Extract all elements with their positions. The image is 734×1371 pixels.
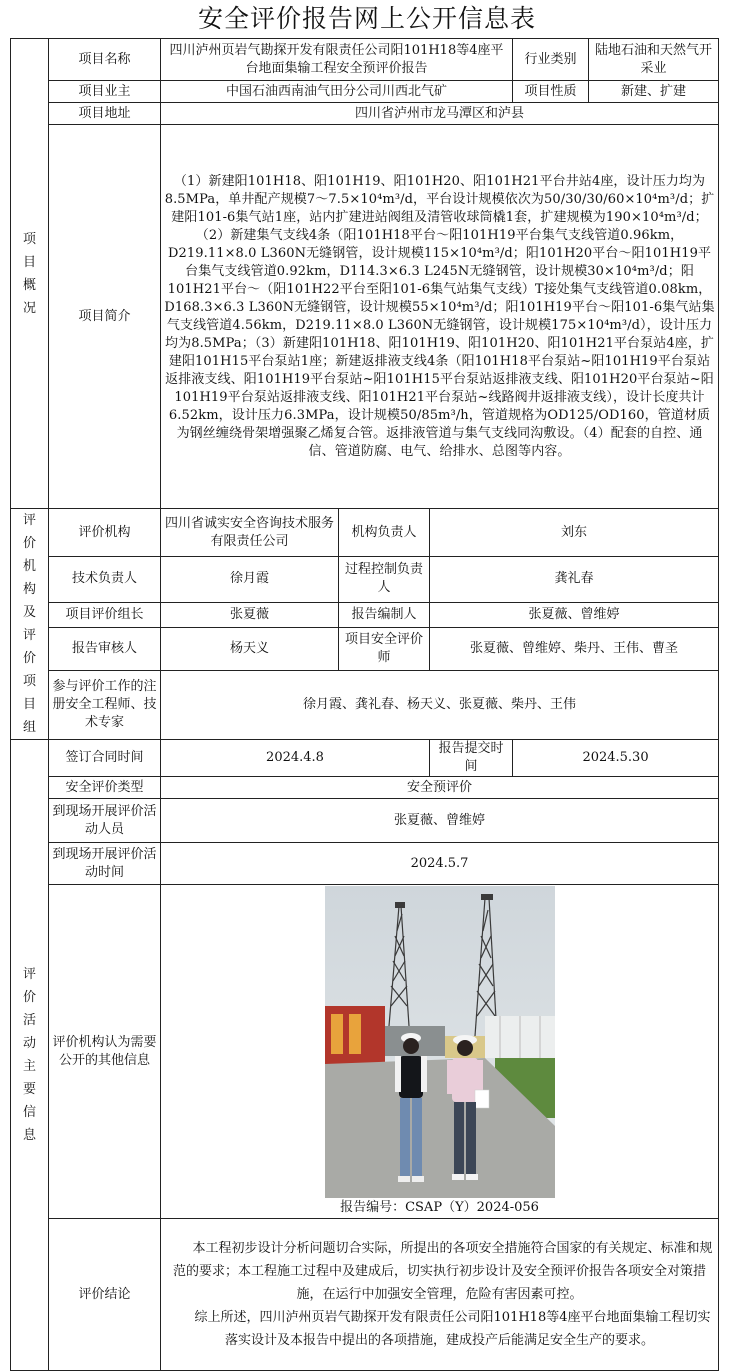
agency-value: 四川省诚实安全咨询技术服务有限责任公司 (161, 509, 339, 557)
submit-time-value: 2024.5.30 (513, 740, 719, 777)
other-info-cell (161, 885, 719, 1219)
tech-value: 徐月霞 (161, 557, 339, 603)
type-label: 安全评价类型 (49, 777, 161, 799)
address-label: 项目地址 (49, 103, 161, 125)
contract-time-value: 2024.4.8 (161, 740, 430, 777)
project-name-label: 项目名称 (49, 39, 161, 81)
info-table (10, 38, 719, 1371)
contract-time-label: 签订合同时间 (49, 740, 161, 777)
industry-label: 行业类别 (513, 39, 589, 81)
agency-label: 评价机构 (49, 509, 161, 557)
evaluators-label: 项目安全评价师 (339, 627, 430, 670)
leader-label: 项目评价组长 (49, 602, 161, 627)
conclusion-label: 评价结论 (49, 1219, 161, 1371)
site-people-value: 张夏薇、曾维婷 (161, 799, 719, 843)
experts-value: 徐月霞、龚礼春、杨天义、张夏薇、柴丹、王伟 (161, 671, 719, 740)
project-name-value: 四川泸州页岩气勘探开发有限责任公司阳101H18等4座平台地面集输工程安全预评价报告 (161, 39, 513, 81)
tech-label: 技术负责人 (49, 557, 161, 603)
owner-value: 中国石油西南油气田分公司川西北气矿 (161, 81, 513, 103)
other-info-label: 评价机构认为需要公开的其他信息 (49, 885, 161, 1219)
address-value: 四川省泸州市龙马潭区和泸县 (161, 103, 719, 125)
org-section-label: 评价机构及评价项目组 (11, 509, 49, 740)
site-time-value: 2024.5.7 (161, 843, 719, 885)
site-people-label: 到现场开展评价活动人员 (49, 799, 161, 843)
site-time-label: 到现场开展评价活动时间 (49, 843, 161, 885)
conclusion-cell (161, 1219, 719, 1371)
nature-value: 新建、扩建 (589, 81, 719, 103)
reviewer-value: 杨天义 (161, 627, 339, 670)
process-value: 龚礼春 (430, 557, 719, 603)
nature-label: 项目性质 (513, 81, 589, 103)
head-label: 机构负责人 (339, 509, 430, 557)
industry-value: 陆地石油和天然气开采业 (589, 39, 719, 81)
overview-section-label: 项目概况 (11, 39, 49, 509)
activity-section-label: 评价活动主要信息 (11, 740, 49, 1371)
reviewer-label: 报告审核人 (49, 627, 161, 670)
process-label: 过程控制负责人 (339, 557, 430, 603)
owner-label: 项目业主 (49, 81, 161, 103)
conclusion-paragraph-2: 综上所述，四川泸州页岩气勘探开发有限责任公司阳101H18等4座平台地面集输工程切实落实设计及本报告中提出的各项措施，建成投产后能满足安全生产的要求。 (194, 1310, 711, 1348)
page-title: 安全评价报告网上公开信息表 (197, 4, 536, 33)
report-number: 报告编号：CSAP（Y）2024-056 (340, 1200, 539, 1215)
experts-label: 参与评价工作的注册安全工程师、技术专家 (49, 671, 161, 740)
intro-label: 项目简介 (49, 125, 161, 509)
intro-value: （1）新建阳101H18、阳101H19、阳101H20、阳101H21平台井站4座，设计压力均为8.5MPa，单井配产规模7～7.5×10⁴m³/d，平台设计规模依次为50/30/30/60×10⁴m³/d；扩建阳101-6集气站1座，站内扩建进站阀组及清管收球筒橇1套，扩建规模为190×10⁴m³/d；（2）新建集气支线4条（阳101H18平台～阳101H19平台集气支线管道0.96km，D219.11×8.0 L360N无缝钢管，设计规模115×10⁴m³/d；阳101H20平台～阳101H19平台集气支线管道0.92km，D114.3×6.3 L245N无缝钢管，设计规模30×10⁴m³/d；阳101H21平台～（阳101H22平台至阳101-6集气站集气支线）T接处集气支线管道0.08km，D168.3×6.3 L360N无缝钢管，设计规模55×10⁴m³/d；阳101H19平台～阳101-6集气站集气支线管道4.56km，D219.11×8.0 L360N无缝钢管，设计规模175×10⁴m³/d），设计压力均为8.5MPa；（3）新建阳101H18、阳101H19、阳101H20、阳101H21平台泵站4座，扩建阳101H15平台泵站1座；新建返排液支线4条（阳101H18平台泵站~阳101H19平台泵站返排液支线、阳101H19平台泵站~阳101H15平台泵站返排液支线、阳101H20平台泵站~阳101H19平台泵站返排液支线、阳101H21平台泵站~线路阀井返排液支线），设计长度共计6.52km，设计压力6.3MPa，设计规模50/85m³/h，管道规格为OD125/OD160，管道材质为钢丝缠绕骨架增强聚乙烯复合管。返排液管道与集气支线同沟敷设。（4）配套的自控、通信、管道防腐、电气、给排水、总图等内容。 (161, 125, 719, 509)
submit-time-label: 报告提交时间 (430, 740, 513, 777)
type-value: 安全预评价 (161, 777, 719, 799)
leader-value: 张夏薇 (161, 602, 339, 627)
head-value: 刘东 (430, 509, 719, 557)
author-label: 报告编制人 (339, 602, 430, 627)
evaluators-value: 张夏薇、曾维婷、柴丹、王伟、曹圣 (430, 627, 719, 670)
author-value: 张夏薇、曾维婷 (430, 602, 719, 627)
site-photo (325, 886, 555, 1198)
conclusion-paragraph-1: 本工程初步设计分析问题切合实际，所提出的各项安全措施符合国家的有关规定、标准和规范的要求；本工程施工过程中及建成后，切实执行初步设计及安全预评价报告各项安全对策措施，在运行中加强安全管理，危险有害因素可控。 (173, 1241, 713, 1302)
